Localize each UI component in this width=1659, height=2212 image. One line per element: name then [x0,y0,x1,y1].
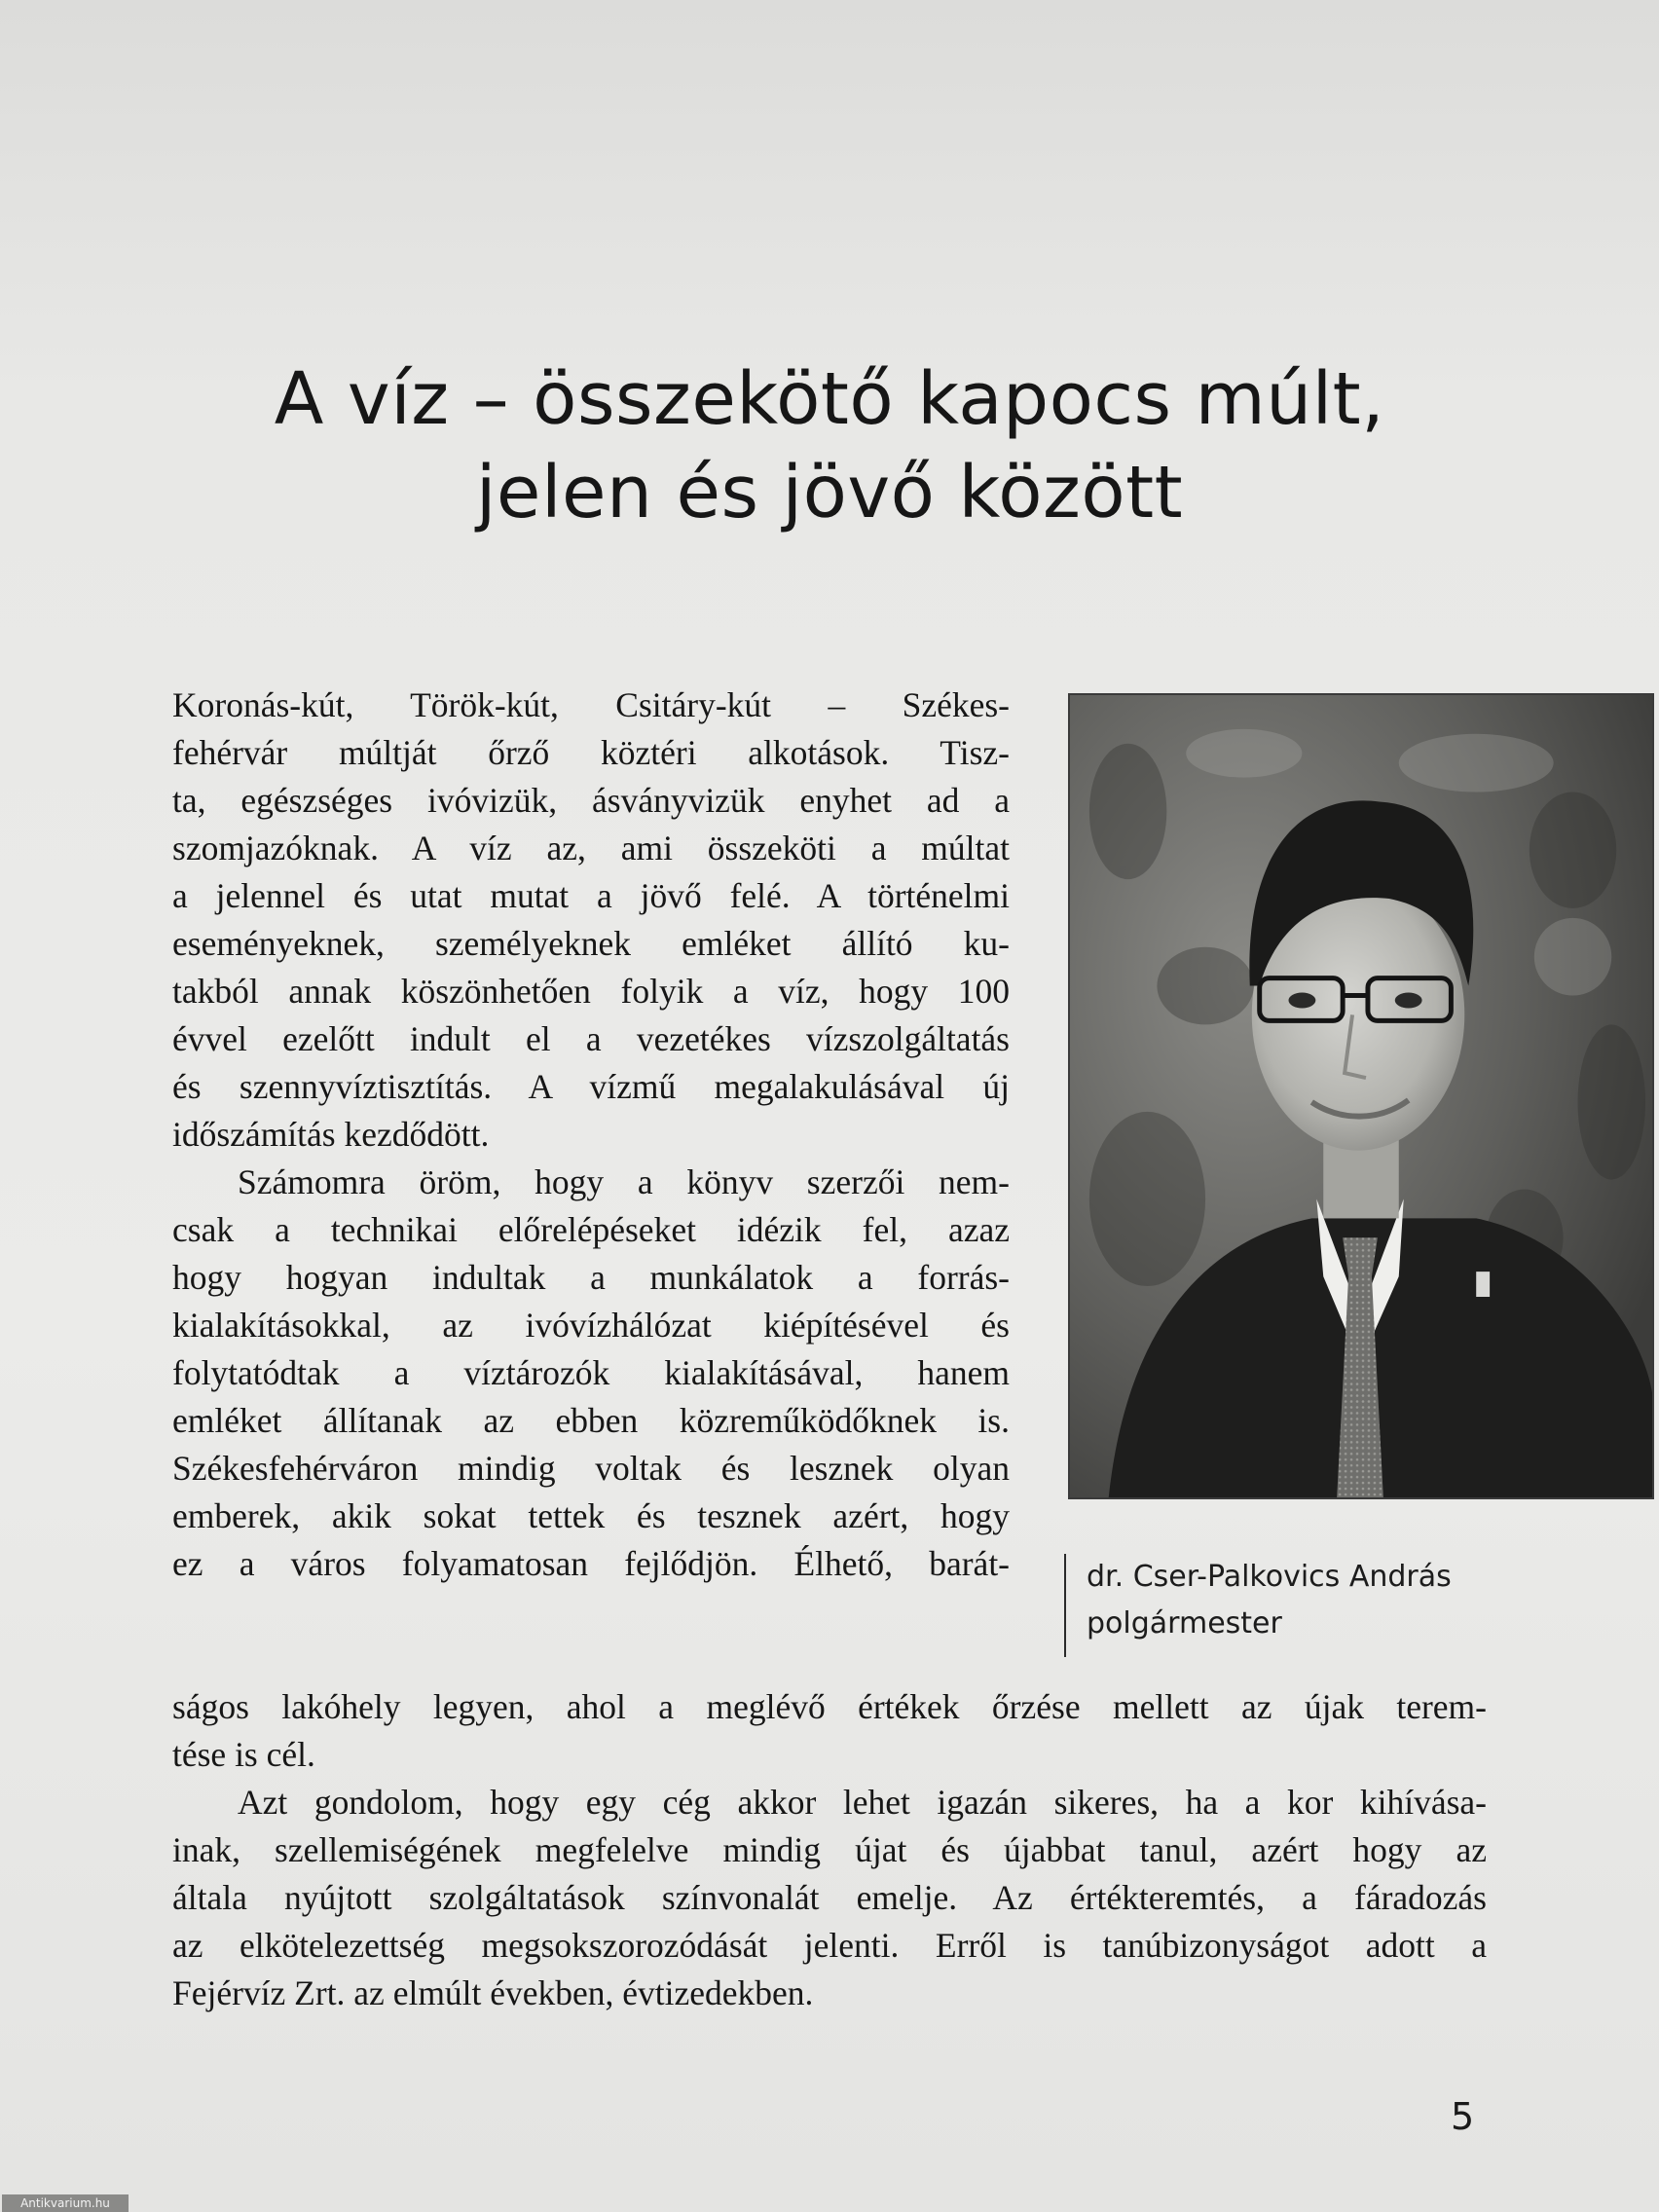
text-line: általa nyújtott szolgáltatások színvonalát emelje. Az értékteremtés, a fáradozás [172,1878,1487,1917]
text-line: ságos lakóhely legyen, ahol a meglévő értékek őrzése mellett az újak terem- [172,1687,1487,1726]
text-line: kialakításokkal, az ivóvízhálózat kiépítésével és [172,1306,1010,1345]
site-watermark: Antikvarium.hu [2,2194,129,2212]
text-line: és szennyvíztisztítás. A vízmű megalakulásával új [172,1067,1010,1106]
text-line: fehérvár múltját őrző köztéri alkotások. Tisz- [172,733,1010,772]
text-line: időszámítás kezdődött. [172,1115,490,1154]
text-line: csak a technikai előrelépéseket idézik fel, azaz [172,1210,1010,1249]
text-line: ta, egészséges ivóvizük, ásványvizük enyhet ad a [172,781,1010,820]
portrait-illustration [1070,695,1652,1497]
caption-role: polgármester [1087,1606,1282,1641]
title-line-2: jelen és jövő között [475,451,1184,535]
intro-column-text [172,682,1010,1588]
text-line: Székesfehérváron mindig voltak és lesznek olyan [172,1449,1010,1488]
text-line: szomjazóknak. A víz az, ami összeköti a múltat [172,829,1010,867]
text-line: inak, szellemiségének megfelelve mindig újat és újabbat tanul, azért hogy az [172,1830,1487,1869]
page-number: 5 [1451,2095,1475,2138]
text-line: Koronás-kút, Török-kút, Csitáry-kút – Székes- [172,685,1010,724]
caption-name: dr. Cser-Palkovics András [1087,1560,1452,1594]
title-line-1: A víz – összekötő kapocs múlt, [274,357,1385,441]
text-line: a jelennel és utat mutat a jövő felé. A történelmi [172,876,1010,915]
text-line: az elkötelezettség megsokszorozódását jelenti. Erről is tanúbizonyságot adott a [172,1926,1487,1965]
text-line: hogy hogyan indultak a munkálatok a forrás- [172,1258,1010,1297]
portrait-photo [1068,693,1654,1499]
text-line: tése is cél. [172,1735,315,1774]
text-line: eseményeknek, személyeknek emléket állító ku- [172,924,1010,963]
text-line: folytatódtak a víztározók kialakításával, hanem [172,1353,1010,1392]
text-line: Fejérvíz Zrt. az elmúlt években, évtizedekben. [172,1973,814,2012]
full-width-text [172,1683,1487,2017]
text-line: Számomra öröm, hogy a könyv szerzői nem- [238,1162,1010,1201]
text-line: takból annak köszönhetően folyik a víz, hogy 100 [172,972,1010,1011]
page-title [146,352,1513,539]
text-line: emléket állítanak az ebben közreműködőknek is. [172,1401,1010,1440]
text-line: évvel ezelőtt indult el a vezetékes vízszolgáltatás [172,1019,1010,1058]
text-line: Azt gondolom, hogy egy cég akkor lehet igazán sikeres, ha a kor kihívása- [238,1783,1487,1822]
text-line: ez a város folyamatosan fejlődjön. Élhető, barát- [172,1544,1010,1583]
photo-caption [1064,1554,1452,1657]
text-line: emberek, akik sokat tettek és tesznek azért, hogy [172,1496,1010,1535]
